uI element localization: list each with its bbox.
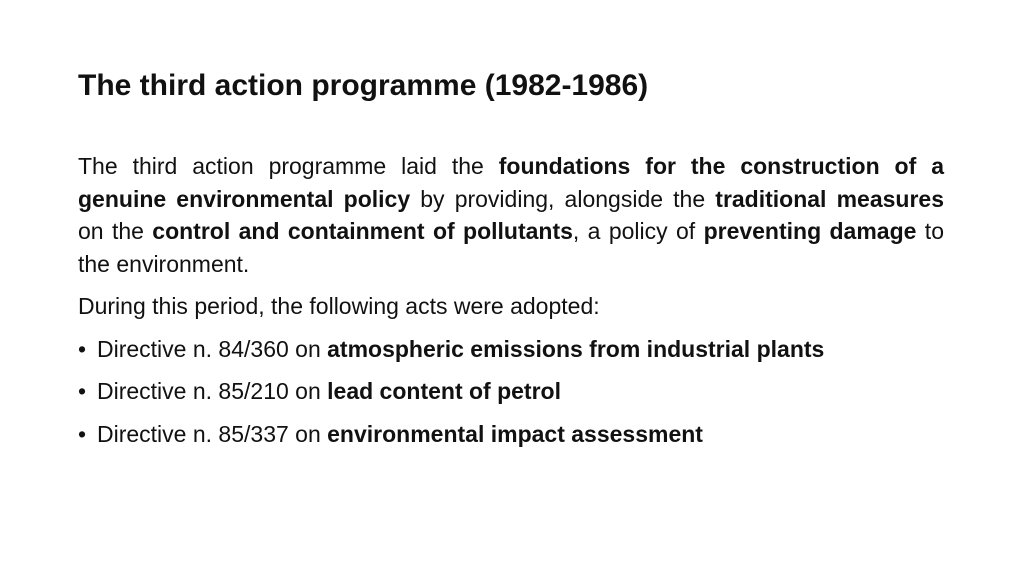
intro-text-3: on the xyxy=(78,218,153,244)
directive-prefix: Directive n. 85/210 on xyxy=(97,378,328,404)
intro-bold-preventing-damage: preventing damage xyxy=(703,218,917,244)
intro-text-5: to the environment. xyxy=(78,218,944,277)
bullet-dot-icon: • xyxy=(78,378,87,404)
intro-text-4: , a policy of xyxy=(572,218,704,244)
directive-item-85-337 xyxy=(78,418,944,451)
intro-text-1: The third action programme laid the xyxy=(78,153,499,179)
bullet-dot-icon: • xyxy=(78,420,87,447)
directive-item-84-360 xyxy=(78,333,944,366)
intro-paragraph xyxy=(78,150,944,280)
acts-heading: During this period, the following acts were adopted: xyxy=(78,293,600,319)
directive-subject: atmospheric emissions from industrial plants xyxy=(327,335,825,362)
slide-body xyxy=(78,150,944,460)
intro-bold-traditional-measures: traditional measures xyxy=(715,185,944,212)
intro-text-2: by providing, alongside the xyxy=(410,185,716,212)
directive-item-85-210 xyxy=(78,375,944,408)
intro-bold-control-pollutants: control and containment of pollutants xyxy=(152,218,573,244)
directive-subject: environmental impact assessment xyxy=(327,420,703,447)
directive-subject: lead content of petrol xyxy=(327,378,561,404)
directive-prefix: Directive n. 84/360 on xyxy=(97,335,328,362)
slide-title: The third action programme (1982-1986) xyxy=(78,69,649,102)
bullet-dot-icon: • xyxy=(78,335,87,362)
intro-bold-foundations: foundations for the construction of a genuine environmental policy xyxy=(78,153,944,212)
directive-prefix: Directive n. 85/337 on xyxy=(97,420,328,447)
directive-list xyxy=(78,333,944,451)
